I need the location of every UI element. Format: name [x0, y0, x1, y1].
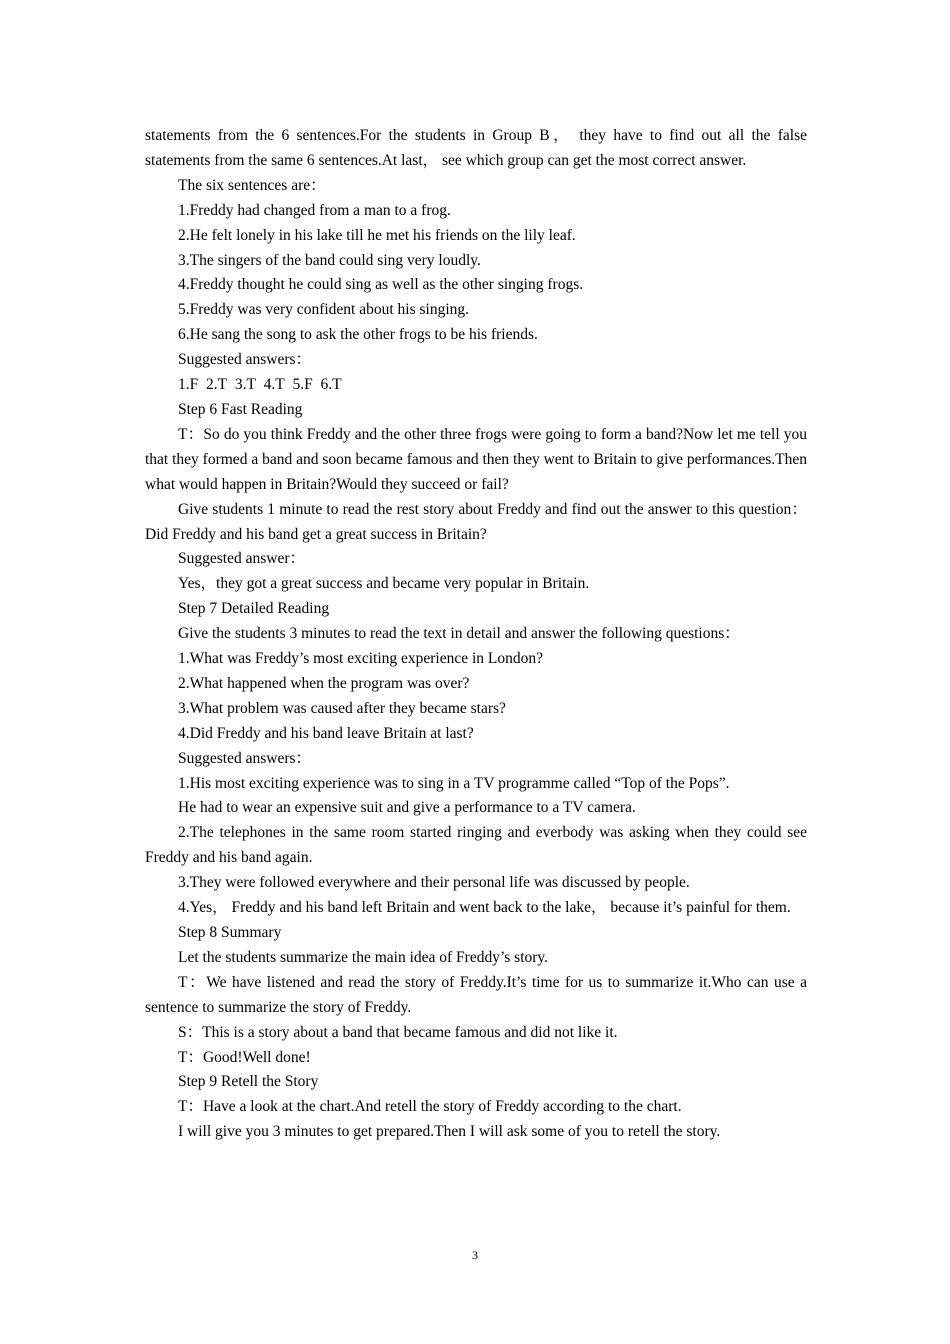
paragraph: T：We have listened and read the story of Freddy.It’s time for us to summarize it.Who can use a sentence to summarize the story of Freddy. [145, 973, 807, 1016]
paragraph: Step 9 Retell the Story [178, 1073, 319, 1091]
paragraph: Let the students summarize the main idea of Freddy’s story. [178, 948, 549, 966]
paragraph: He had to wear an expensive suit and give a performance to a TV camera. [178, 799, 636, 817]
paragraph: T：Good!Well done! [178, 1048, 311, 1066]
paragraph: 3.They were followed everywhere and their personal life was discussed by people. [178, 874, 690, 892]
page-body [145, 124, 807, 1145]
paragraph: 1.His most exciting experience was to sing in a TV programme called “Top of the Pops”. [178, 774, 730, 792]
paragraph: Give the students 3 minutes to read the text in detail and answer the following questions： [178, 625, 740, 643]
paragraph: 1.What was Freddy’s most exciting experience in London? [178, 650, 544, 668]
paragraph: Yes，they got a great success and became very popular in Britain. [178, 575, 590, 593]
paragraph: 2.He felt lonely in his lake till he met his friends on the lily leaf. [178, 226, 576, 244]
paragraph: Step 6 Fast Reading [178, 400, 303, 418]
paragraph: Step 7 Detailed Reading [178, 600, 330, 618]
paragraph: S：This is a story about a band that became famous and did not like it. [178, 1023, 618, 1041]
paragraph: 2.The telephones in the same room started ringing and everbody was asking when they could see Freddy and his band again. [145, 824, 807, 867]
paragraph: 5.Freddy was very confident about his singing. [178, 301, 470, 319]
paragraph: 3.The singers of the band could sing very loudly. [178, 251, 481, 269]
paragraph: 4.Freddy thought he could sing as well as the other singing frogs. [178, 276, 584, 294]
paragraph: 3.What problem was caused after they became stars? [178, 699, 506, 717]
paragraph: 4.Did Freddy and his band leave Britain at last? [178, 724, 474, 742]
paragraph: 4.Yes， Freddy and his band left Britain and went back to the lake， because it’s painful for them. [178, 899, 791, 917]
page-number: 3 [472, 1248, 478, 1262]
paragraph: Suggested answers： [178, 749, 312, 767]
paragraph: The six sentences are： [178, 176, 326, 194]
paragraph: 2.What happened when the program was over? [178, 674, 470, 692]
paragraph: Step 8 Summary [178, 924, 282, 941]
paragraph: T：So do you think Freddy and the other three frogs were going to form a band?Now let me tell you that they formed a band and soon became famous and then they went to Britain to give performances.Then what would happen in Britain?Would they succeed or fail? [145, 425, 807, 493]
paragraph: 6.He sang the song to ask the other frogs to be his friends. [178, 326, 538, 344]
paragraph: Give students 1 minute to read the rest story about Freddy and find out the answer to this question：Did Freddy and his band get a great success in Britain? [145, 500, 807, 543]
paragraph: Suggested answer： [178, 550, 305, 568]
paragraph: I will give you 3 minutes to get prepared.Then I will ask some of you to retell the story. [178, 1123, 721, 1141]
paragraph: T：Have a look at the chart.And retell the story of Freddy according to the chart. [178, 1098, 682, 1116]
paragraph: 1.Freddy had changed from a man to a frog. [178, 201, 451, 219]
paragraph: 1.F 2.T 3.T 4.T 5.F 6.T [178, 376, 342, 394]
paragraph: Suggested answers： [178, 351, 312, 369]
paragraph: statements from the 6 sentences.For the students in Group B， they have to find out all the false statements from the same 6 sentences.At last， see which group can get the most correct answer. [145, 127, 807, 169]
